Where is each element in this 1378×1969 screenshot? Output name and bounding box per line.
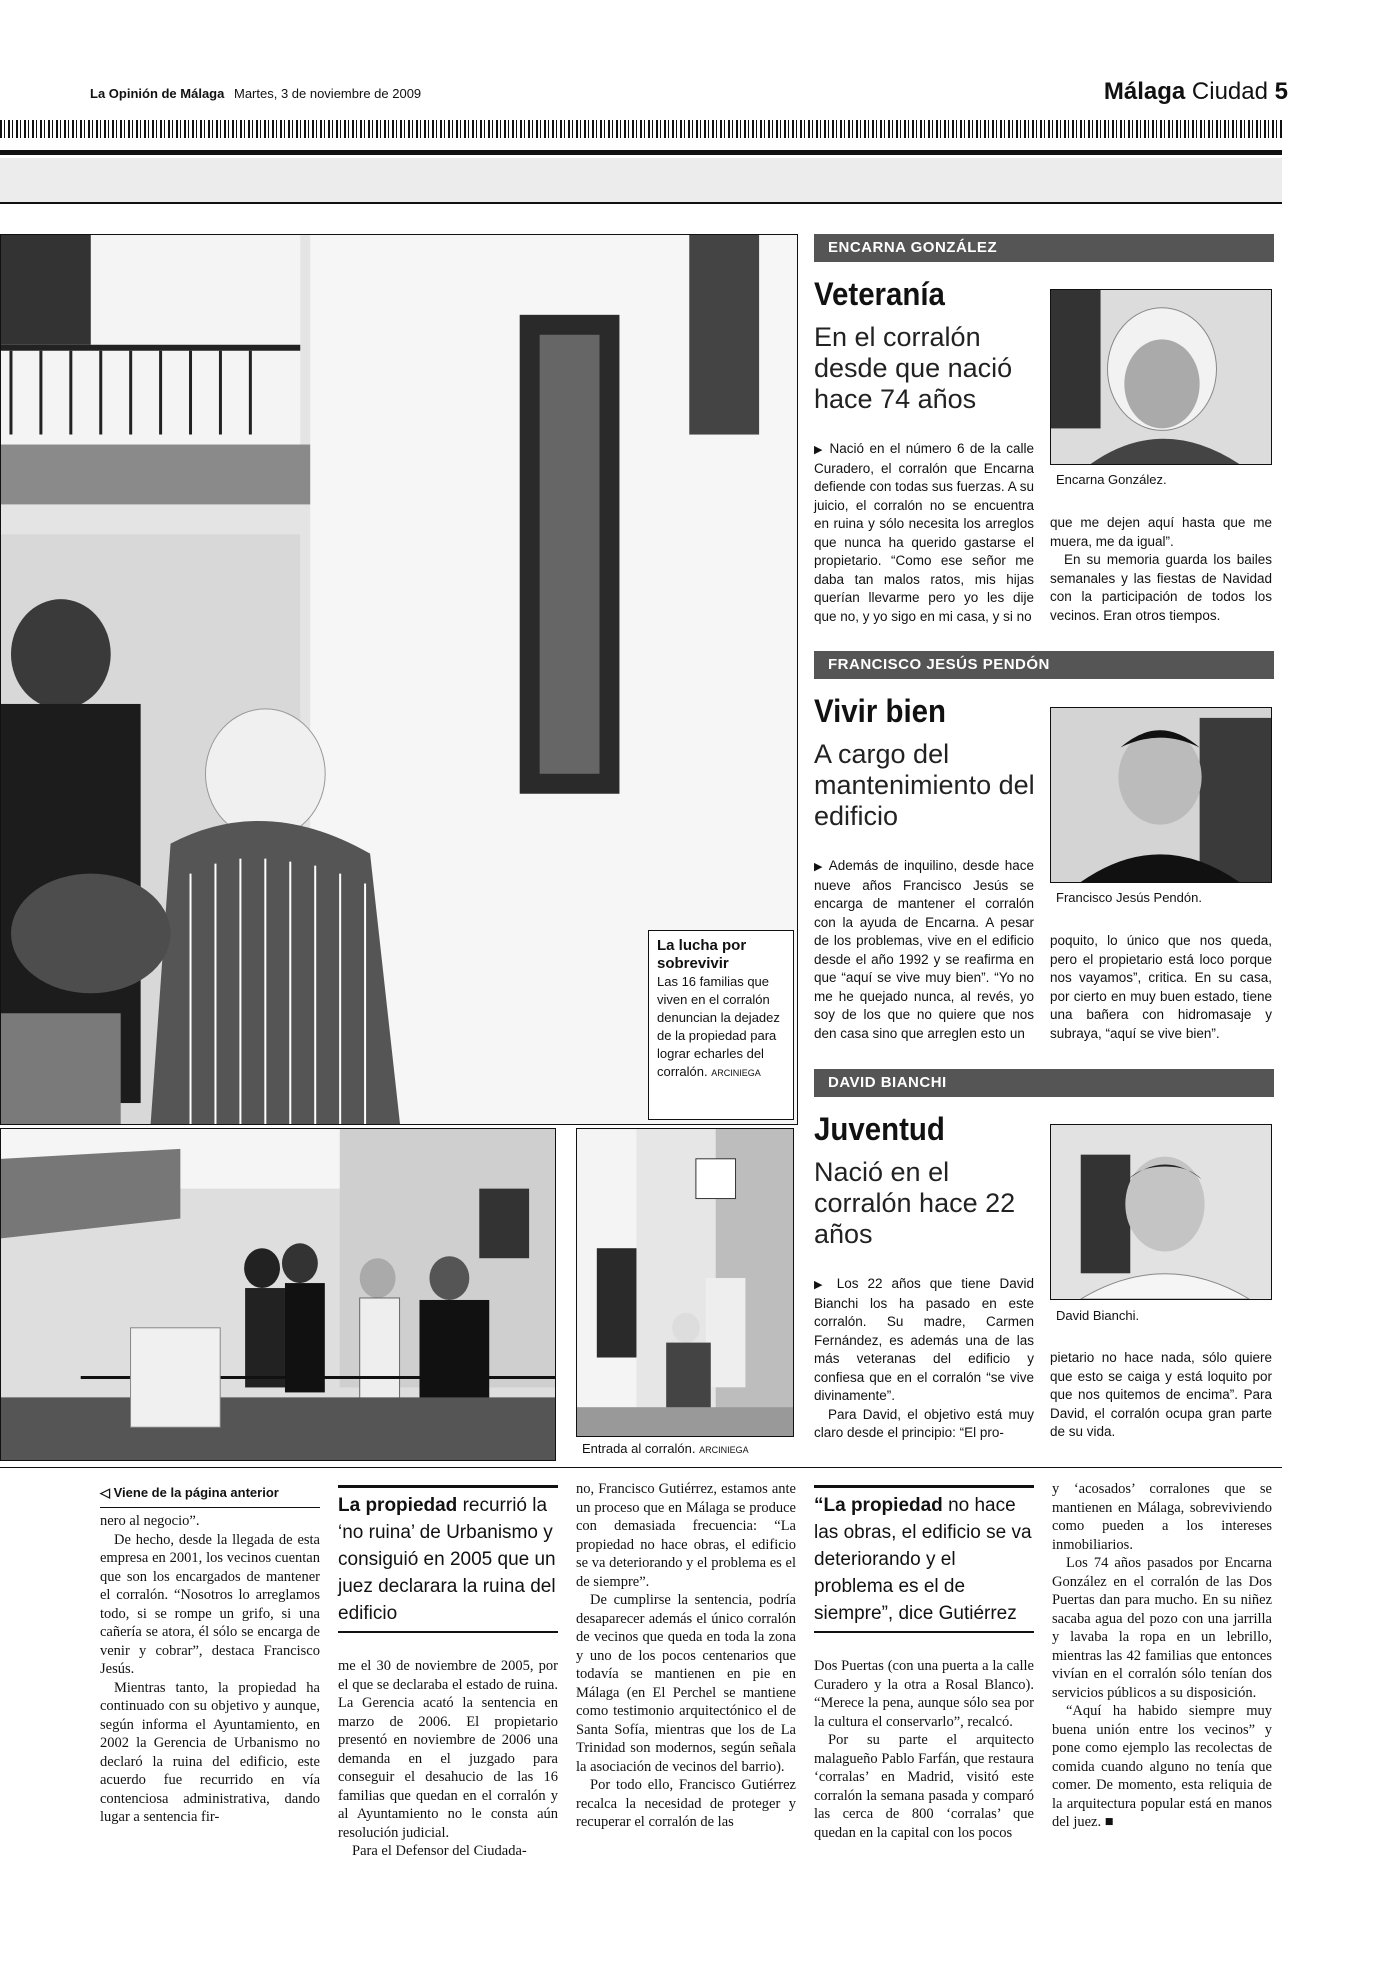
section-bold: Málaga [1103, 78, 1186, 105]
portrait-caption-david: David Bianchi. [1056, 1308, 1140, 1323]
profile-text-david-left [814, 1275, 1034, 1443]
col5-paragraph-1: y ‘acosados’ corralones que se mantienen en Málaga, sobreviviendo como pueden a los intereses inmobiliarios. [1052, 1481, 1272, 1553]
encarna-text-3: En su memoria guarda los bailes semanales y las fiestas de Navidad con la participación de todos los vecinos. Eran otros tiempos. [1050, 552, 1272, 623]
portrait-francisco [1050, 707, 1272, 883]
profile-text-francisco-left [814, 857, 1034, 1043]
caption-credit: ARCINIEGA [711, 1068, 761, 1078]
entrance-caption-text: Entrada al corralón. [582, 1441, 696, 1456]
david-photo-illustration [1051, 1125, 1271, 1299]
pull-quote-1-bold: La propiedad [338, 1495, 458, 1516]
francisco-text-1: Además de inquilino, desde hace nueve años Francisco Jesús se encarga de mantener el corralón con la ayuda de Encarna. A pesar de los problemas, vive en el edificio desde el año 1992 y se reafirma en que “aquí se vive muy bien”. “Yo no me he quejado nunca, al revés, yo soy de los que no quiere que nos den casa sino que arreglen esto un [814, 858, 1035, 1041]
top-rule [0, 150, 1282, 155]
caption-title: La lucha por sobrevivir [657, 937, 747, 972]
david-text-1: Los 22 años que tiene David Bianchi los ha pasado en este corralón. Su madre, Carmen Fernández, es además una de las más veteranas del edificio y confiesa que en el corralón “se vive divinamente”. [814, 1276, 1034, 1403]
continued-underline [100, 1507, 320, 1508]
profile-subtitle-encarna: En el corralón desde que nació hace 74 años [814, 322, 1013, 414]
article-top-rule [0, 1467, 1282, 1468]
pull-quote-2-bold: “La propiedad [814, 1495, 943, 1516]
profile-text-francisco-right [1050, 932, 1272, 1043]
entrance-caption-credit: ARCINIEGA [699, 1445, 749, 1455]
col2-paragraph-2: Para el Defensor del Ciudada- [352, 1843, 527, 1859]
profile-bar-francisco: FRANCISCO JESÚS PENDÓN [814, 651, 1274, 679]
entrance-caption [582, 1441, 749, 1456]
col3-paragraph-1: no, Francisco Gutiérrez, estamos ante un proceso que en Málaga se produce con demasiada frecuencia: “La propiedad no hace obras, el edificio se va deteriorando y el problema es el de siempre”. [576, 1481, 796, 1590]
col5-paragraph-2: Los 74 años pasados por Encarna González en el corralón de las Dos Puertas dan para mucho. En su niñez sacaba agua del pozo con una jarrilla y lavaba la ropa en un lebrillo, mientras las 42 familias que entonces vivían en el corralón sólo tenían dos servicios públicos a su disposición. [1052, 1555, 1272, 1701]
issue-date: Martes, 3 de noviembre de 2009 [233, 86, 422, 101]
col4-paragraph-2: Por su parte el arquitecto malagueño Pablo Farfán, que restaura ‘corralas’ en Madrid, visitó este corralón la semana pasada y comparó las cerca de 800 ‘corralas’ que quedan en la capital con los pocos [814, 1732, 1034, 1841]
bullet-triangle-icon: ▶ [814, 444, 825, 456]
article-col-4 [814, 1657, 1034, 1842]
portrait-caption-encarna: Encarna González. [1056, 472, 1167, 487]
encarna-text-1: Nació en el número 6 de la calle Curadero, el corralón que Encarna defiende con todas sus fuerzas. A su juicio, el corralón no se encuentra en ruina y sólo necesita los arreglos que nunca ha querido gastarse el propietario. “Como ese señor me daba tan malos ratos, mis hijas querían llevarme pero yo les dije que no, y yo sigo en mi casa, y si no [814, 441, 1034, 624]
francisco-photo-illustration [1051, 708, 1271, 882]
pull-quote-1-text: recurrió la ‘no ruina’ de Urbanismo y consiguió en 2005 que un juez declarara la ruina del edificio [338, 1495, 556, 1624]
portrait-encarna [1050, 289, 1272, 465]
section-name: Ciudad [1191, 78, 1268, 105]
profile-title-encarna: Veteranía [814, 276, 945, 312]
col1-paragraph-2: De hecho, desde la llegada de esta empresa en 2001, los vecinos cuentan que son los encargados de mantener el corralón. “Nosotros lo arreglamos todo, si se rompe un grifo, si una cañería se atora, él sólo se encarga de venir y cobrar”, destaca Francisco Jesús. [100, 1531, 320, 1677]
col3-paragraph-3: Por todo ello, Francisco Gutiérrez recalca la necesidad de proteger y recuperar el corralón de las [576, 1777, 796, 1830]
newspaper-name: La Opinión de Málaga [90, 86, 225, 101]
gray-band [0, 158, 1282, 204]
francisco-text-2: poquito, lo único que nos queda, pero el propietario está loco porque nos vayamos”, critica. En su casa, por cierto en muy buen estado, tiene una bañera con hidromasaje y subraya, “aquí se vive bien”. [1050, 933, 1272, 1041]
pull-quote-2 [814, 1485, 1034, 1633]
balcony-illustration [1, 1129, 555, 1460]
bullet-triangle-icon: ▶ [814, 1279, 828, 1291]
profile-subtitle-david: Nació en el corralón hace 22 años [814, 1157, 1016, 1249]
back-arrow-icon: ◁ [100, 1485, 110, 1500]
pull-quote-1 [338, 1485, 558, 1633]
encarna-photo-illustration [1051, 290, 1271, 464]
page-number: 5 [1274, 78, 1288, 105]
article-col-1 [100, 1512, 320, 1827]
col5-paragraph-3: “Aquí ha habido siempre muy buena unión entre los vecinos” y pone como ejemplo las recolectas de comida cuando alguno no tenía que comer. De momento, esta reliquia de la arquitectura popular está en manos del juez. ■ [1052, 1703, 1272, 1830]
profile-text-david-right [1050, 1349, 1272, 1442]
profile-bar-encarna: ENCARNA GONZÁLEZ [814, 234, 1274, 262]
main-photo-caption [648, 930, 794, 1120]
profile-text-encarna-right [1050, 514, 1272, 625]
entrance-photo [576, 1128, 794, 1437]
page-header-left [90, 86, 421, 101]
continued-from-label [100, 1485, 279, 1501]
portrait-caption-francisco: Francisco Jesús Pendón. [1056, 890, 1202, 905]
david-text-2: Para David, el objetivo está muy claro desde el principio: “El pro- [814, 1406, 1034, 1440]
barcode-strip [0, 120, 1282, 138]
article-col-2 [338, 1657, 558, 1861]
col1-paragraph-3: Mientras tanto, la propiedad ha continuado con su objetivo y aunque, según informa el Ayuntamiento, en 2002 la Gerencia de Urbanismo no declaró la ruina del edificio, este acuerdo fue recurrido en vía contenciosa administrativa, dando lugar a sentencia fir- [100, 1679, 320, 1825]
col1-paragraph-1: nero al negocio”. [100, 1513, 200, 1529]
caption-text: Las 16 familias que viven en el corralón denuncian la dejadez de la propiedad para lograr echarles del corralón. [657, 974, 780, 1079]
entrance-illustration [577, 1129, 793, 1436]
profile-bar-david: DAVID BIANCHI [814, 1069, 1274, 1097]
profile-text-encarna-left [814, 440, 1034, 626]
col3-paragraph-2: De cumplirse la sentencia, podría desaparecer además el único corralón de vecinos que queda en toda la zona y uno de los pocos centenarios que todavía se mantienen en pie en Málaga (en El Perchel se mantiene como testimonio arquitectónico el de Santa Sofía, mientras que los de La Trinidad son modernos, según señala la asociación de vecinos del barrio). [576, 1592, 796, 1775]
balcony-photo [0, 1128, 556, 1461]
col2-paragraph-1: me el 30 de noviembre de 2005, por el que se declaraba el estado de ruina. La Gerencia acató la sentencia en marzo de 2006. El propietario presentó en noviembre de 2006 una demanda en el juzgado para conseguir el desahucio de las 16 familias que quedan en el corralón y al Ayuntamiento no le consta aún resolución judicial. [338, 1658, 558, 1841]
bullet-triangle-icon: ▶ [814, 861, 825, 873]
david-text-3: pietario no hace nada, sólo quiere que esto se caiga y está loquito por que nos quitemos de encima”. Para David, el corralón ocupa gran parte de su vida. [1050, 1350, 1272, 1439]
profile-title-francisco: Vivir bien [814, 693, 946, 729]
col4-paragraph-1: Dos Puertas (con una puerta a la calle Curadero y la otra a Rosal Blanco). “Merece la pena, aunque sólo sea por la cultura el conservarlo”, recalcó. [814, 1658, 1034, 1730]
profile-subtitle-francisco: A cargo del mantenimiento del edificio [814, 739, 1035, 831]
continued-from-text: Viene de la página anterior [113, 1485, 279, 1500]
encarna-text-2: que me dejen aquí hasta que me muera, me da igual”. [1050, 515, 1272, 549]
page-header-right [1104, 78, 1288, 106]
article-col-3 [576, 1480, 796, 1832]
pull-quote-2-text: no hace las obras, el edificio se va deteriorando y el problema es el de siempre”, dice Gutiérrez [814, 1495, 1032, 1624]
article-col-5 [1052, 1480, 1272, 1832]
portrait-david [1050, 1124, 1272, 1300]
profile-title-david: Juventud [814, 1111, 945, 1147]
